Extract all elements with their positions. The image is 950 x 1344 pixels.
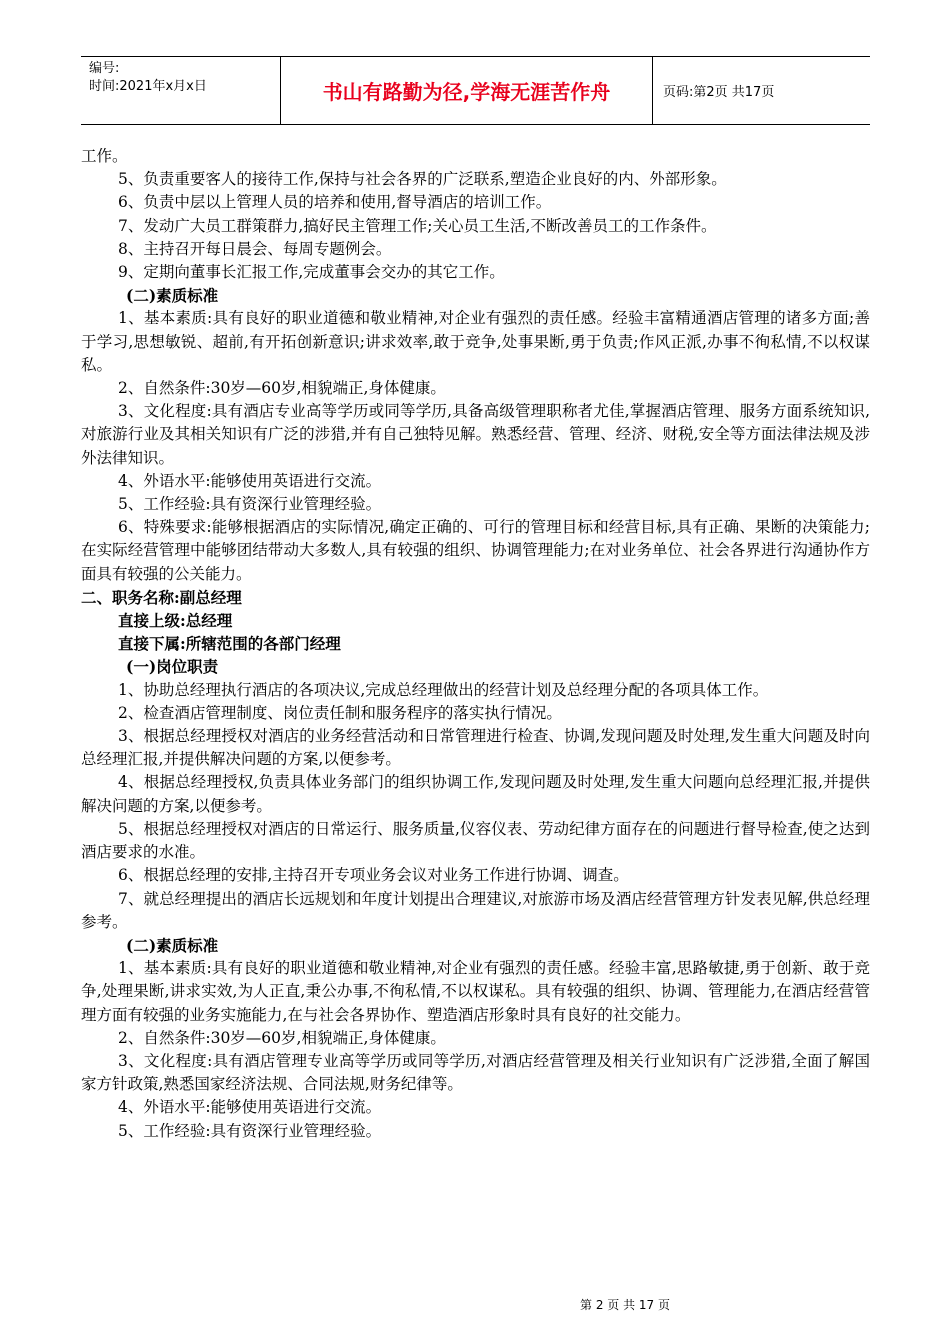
section-heading: (一)岗位职责 xyxy=(126,657,219,677)
document-body xyxy=(81,145,870,1143)
header-meta xyxy=(81,57,281,124)
header-motto: 书山有路勤为径,学海无涯苦作舟 xyxy=(281,57,653,124)
paragraph: 8、主持召开每日晨会、每周专题例会。 xyxy=(118,239,392,258)
paragraph: 5、负责重要客人的接待工作,保持与社会各界的广泛联系,塑造企业良好的内、外部形象。 xyxy=(118,170,727,189)
paragraph: 7、就总经理提出的酒店长远规划和年度计划提出合理建议,对旅游市场及酒店经营管理方针发表见解,供总经理参考。 xyxy=(81,889,870,931)
doc-time-label: 时间:2021年x月x日 xyxy=(89,79,207,94)
paragraph: 4、外语水平:能够使用英语进行交流。 xyxy=(118,471,382,490)
paragraph: 4、外语水平:能够使用英语进行交流。 xyxy=(118,1098,382,1117)
paragraph: 6、根据总经理的安排,主持召开专项业务会议对业务工作进行协调、调查。 xyxy=(118,866,629,885)
paragraph: 2、检查酒店管理制度、岗位责任制和服务程序的落实执行情况。 xyxy=(118,703,562,722)
paragraph: 9、定期向董事长汇报工作,完成董事会交办的其它工作。 xyxy=(118,263,505,282)
paragraph: 4、根据总经理授权,负责具体业务部门的组织协调工作,发现问题及时处理,发生重大问题向总经理汇报,并提供解决问题的方案,以便参考。 xyxy=(81,773,870,815)
paragraph: 2、自然条件:30岁—60岁,相貌端正,身体健康。 xyxy=(118,1028,446,1047)
paragraph: 5、工作经验:具有资深行业管理经验。 xyxy=(118,1121,382,1140)
paragraph: 3、根据总经理授权对酒店的业务经营活动和日常管理进行检查、协调,发现问题及时处理,发生重大问题及时向总经理汇报,并提供解决问题的方案,以便参考。 xyxy=(81,727,870,769)
paragraph: 3、文化程度:具有酒店管理专业高等学历或同等学历,对酒店经营管理及相关行业知识有广泛涉猎,全面了解国家方针政策,熟悉国家经济法规、合同法规,财务纪律等。 xyxy=(81,1051,870,1094)
doc-number-label: 编号: xyxy=(89,61,120,76)
paragraph: 1、基本素质:具有良好的职业道德和敬业精神,对企业有强烈的责任感。经验丰富,思路敏捷,勇于创新、敢于竞争,处理果断,讲求实效,为人正直,秉公办事,不徇私情,不以权谋私。具有较强的组织、协调、管理能力,在酒店经营管理方面有较强的业务实施能力,在与社会各界协作、塑造酒店形象时具有良好的社交能力。 xyxy=(81,959,870,1024)
footer-page-number: 第 2 页 共 17 页 xyxy=(580,1298,670,1312)
paragraph: 6、特殊要求:能够根据酒店的实际情况,确定正确的、可行的管理目标和经营目标,具有正确、果断的决策能力;在实际经营管理中能够团结带动大多数人,具有较强的组织、协调管理能力;在对业务单位、社会各界进行沟通协作方面具有较强的公关能力。 xyxy=(81,518,870,583)
paragraph: 5、根据总经理授权对酒店的日常运行、服务质量,仪容仪表、劳动纪律方面存在的问题进行督导检查,使之达到酒店要求的水准。 xyxy=(81,819,870,862)
paragraph: 3、文化程度:具有酒店专业高等学历或同等学历,具备高级管理职称者尤佳,掌握酒店管理、服务方面系统知识,对旅游行业及其相关知识有广泛的涉猎,并有自己独特见解。熟悉经营、管理、经济、财税,安全等方面法律法规及涉外法律知识。 xyxy=(81,402,870,467)
paragraph: 5、工作经验:具有资深行业管理经验。 xyxy=(118,495,382,514)
direct-superior: 直接上级:总经理 xyxy=(118,611,233,631)
paragraph: 6、负责中层以上管理人员的培养和使用,督导酒店的培训工作。 xyxy=(118,193,552,212)
paragraph: 1、基本素质:具有良好的职业道德和敬业精神,对企业有强烈的责任感。经验丰富精通酒店管理的诸多方面;善于学习,思想敏锐、超前,有开拓创新意识;讲求效率,敢于竞争,处事果断,勇于负责;作风正派,办事不徇私情,不以权谋私。 xyxy=(81,309,870,374)
paragraph: 工作。 xyxy=(81,147,128,165)
position-heading: 二、职务名称:副总经理 xyxy=(81,587,242,607)
page-footer xyxy=(0,1296,950,1313)
section-heading: (二)素质标准 xyxy=(126,935,219,955)
paragraph: 2、自然条件:30岁—60岁,相貌端正,身体健康。 xyxy=(118,379,446,398)
direct-subordinates: 直接下属:所辖范围的各部门经理 xyxy=(118,634,341,654)
paragraph: 7、发动广大员工群策群力,搞好民主管理工作;关心员工生活,不断改善员工的工作条件。 xyxy=(118,216,717,235)
section-heading: (二)素质标准 xyxy=(126,286,219,306)
paragraph: 1、协助总经理执行酒店的各项决议,完成总经理做出的经营计划及总经理分配的各项具体工作。 xyxy=(118,680,769,699)
header-page-label: 页码:第2页 共17页 xyxy=(663,85,775,100)
page-header xyxy=(81,56,870,125)
